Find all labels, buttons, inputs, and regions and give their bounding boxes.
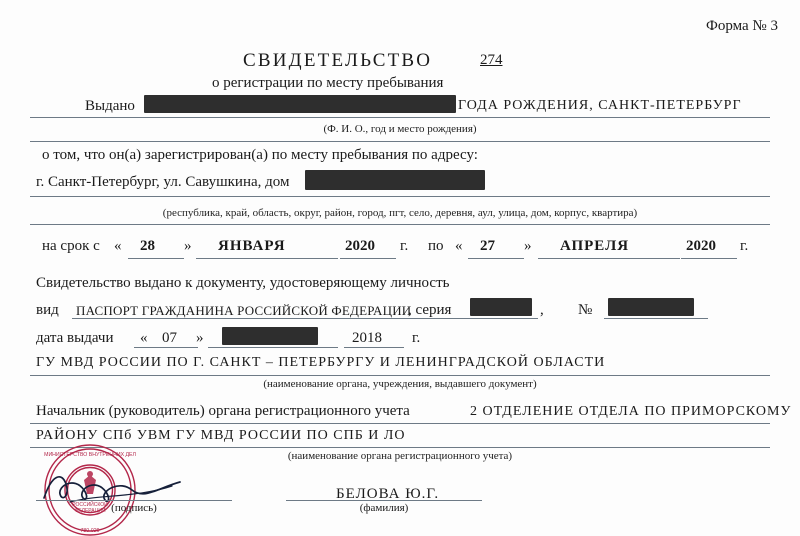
issue-day-rule <box>134 347 198 348</box>
from-month-rule <box>196 258 338 259</box>
svg-text:МИНИСТЕРСТВО ВНУТРЕННИХ ДЕЛ: МИНИСТЕРСТВО ВНУТРЕННИХ ДЕЛ <box>44 452 136 458</box>
issued-to-value: ГОДА РОЖДЕНИЯ, САНКТ-ПЕТЕРБУРГ <box>458 98 742 113</box>
number-label: № <box>578 302 593 318</box>
doc-kind-label: вид <box>36 302 59 318</box>
to-day-rule <box>468 258 524 259</box>
term-from-g: г. <box>400 238 409 254</box>
term-from-year: 2020 <box>345 238 375 254</box>
page-subtitle: о регистрации по месту пребывания <box>212 75 444 91</box>
address-caption: (республика, край, область, округ, район, город, пгт, село, деревня, аул, улица, дом, корпус, квартира) <box>162 207 638 219</box>
term-from-month: ЯНВАРЯ <box>218 238 286 254</box>
certificate-statement: Свидетельство выдано к документу, удостоверяющему личность <box>36 275 450 291</box>
issuing-authority: ГУ МВД РОССИИ ПО Г. САНКТ – ПЕТЕРБУРГУ И ЛЕНИНГРАДСКОЙ ОБЛАСТИ <box>36 355 606 370</box>
issue-quote-close: » <box>196 330 204 346</box>
issue-year-rule <box>344 347 404 348</box>
svg-text:ФЕДЕРАЦИИ: ФЕДЕРАЦИИ <box>74 508 106 514</box>
address-rule <box>30 196 770 197</box>
issued-to-label: Выдано <box>85 98 135 114</box>
passport-series-redaction <box>470 298 532 316</box>
from-day-rule <box>128 258 184 259</box>
certificate-number: 274 <box>480 52 503 68</box>
surname-caption: (фамилия) <box>359 502 409 514</box>
registration-statement: о том, что он(а) зарегистрирован(а) по месту пребывания по адресу: <box>42 147 478 163</box>
doc-kind-value: ПАСПОРТ ГРАЖДАНИНА РОССИЙСКОЙ ФЕДЕРАЦИИ <box>76 303 412 318</box>
chief-org-line1: 2 ОТДЕЛЕНИЕ ОТДЕЛА ПО ПРИМОРСКОМУ <box>470 404 792 419</box>
issue-day: 07 <box>162 330 177 346</box>
signature-caption: (подпись) <box>111 502 157 514</box>
address-value: г. Санкт-Петербург, ул. Савушкина, дом <box>36 174 290 190</box>
issuing-authority-caption: (наименование органа, учреждения, выдавшего документ) <box>263 378 537 390</box>
term-to-label: по <box>428 238 444 254</box>
chief-label: Начальник (руководитель) органа регистрационного учета <box>36 403 410 419</box>
issue-year: 2018 <box>352 330 382 346</box>
term-to-g: г. <box>740 238 749 254</box>
address-caption-rule <box>30 224 770 225</box>
passport-number-redaction <box>608 298 694 316</box>
issue-g: г. <box>412 330 421 346</box>
doc-kind-rule <box>72 318 472 319</box>
chief-line1-rule <box>30 423 770 424</box>
to-year-rule <box>681 258 737 259</box>
form-number: Форма № 3 <box>706 18 778 34</box>
svg-text:780-029: 780-029 <box>80 528 100 534</box>
term-to-month: АПРЕЛЯ <box>560 238 630 254</box>
term-quote-close-to: » <box>524 238 532 254</box>
series-label: , серия <box>408 302 452 318</box>
page-title: СВИДЕТЕЛЬСТВО <box>243 50 433 71</box>
number-rule <box>604 318 708 319</box>
term-prefix: на срок с <box>42 238 100 254</box>
issue-month-redaction <box>222 327 318 345</box>
signature-rule <box>36 500 232 501</box>
svg-text:РОССИЙСКОЙ: РОССИЙСКОЙ <box>72 502 108 508</box>
fio-caption: (Ф. И. О., год и место рождения) <box>323 123 477 135</box>
issue-date-label: дата выдачи <box>36 330 114 346</box>
term-to-year: 2020 <box>686 238 716 254</box>
issuing-authority-rule <box>30 375 770 376</box>
house-number-redaction <box>305 170 485 190</box>
fio-redaction <box>144 95 456 113</box>
series-rule <box>470 318 538 319</box>
term-to-day: 27 <box>480 238 495 254</box>
chief-org-caption: (наименование органа регистрационного учета) <box>287 450 513 462</box>
chief-org-line2: РАЙОНУ СПб УВМ ГУ МВД РОССИИ ПО СПБ И ЛО <box>36 428 406 443</box>
issue-quote-open: « <box>140 330 148 346</box>
issued-to-rule <box>30 117 770 118</box>
issue-month-rule <box>208 347 338 348</box>
fio-rule <box>30 141 770 142</box>
term-from-day: 28 <box>140 238 155 254</box>
term-quote-open-from: « <box>114 238 122 254</box>
from-year-rule <box>340 258 396 259</box>
term-quote-close-from: » <box>184 238 192 254</box>
to-month-rule <box>538 258 680 259</box>
surname-rule <box>286 500 482 501</box>
comma-after-series: , <box>540 302 544 318</box>
surname-value: БЕЛОВА Ю.Г. <box>336 486 440 502</box>
term-quote-open-to: « <box>455 238 463 254</box>
